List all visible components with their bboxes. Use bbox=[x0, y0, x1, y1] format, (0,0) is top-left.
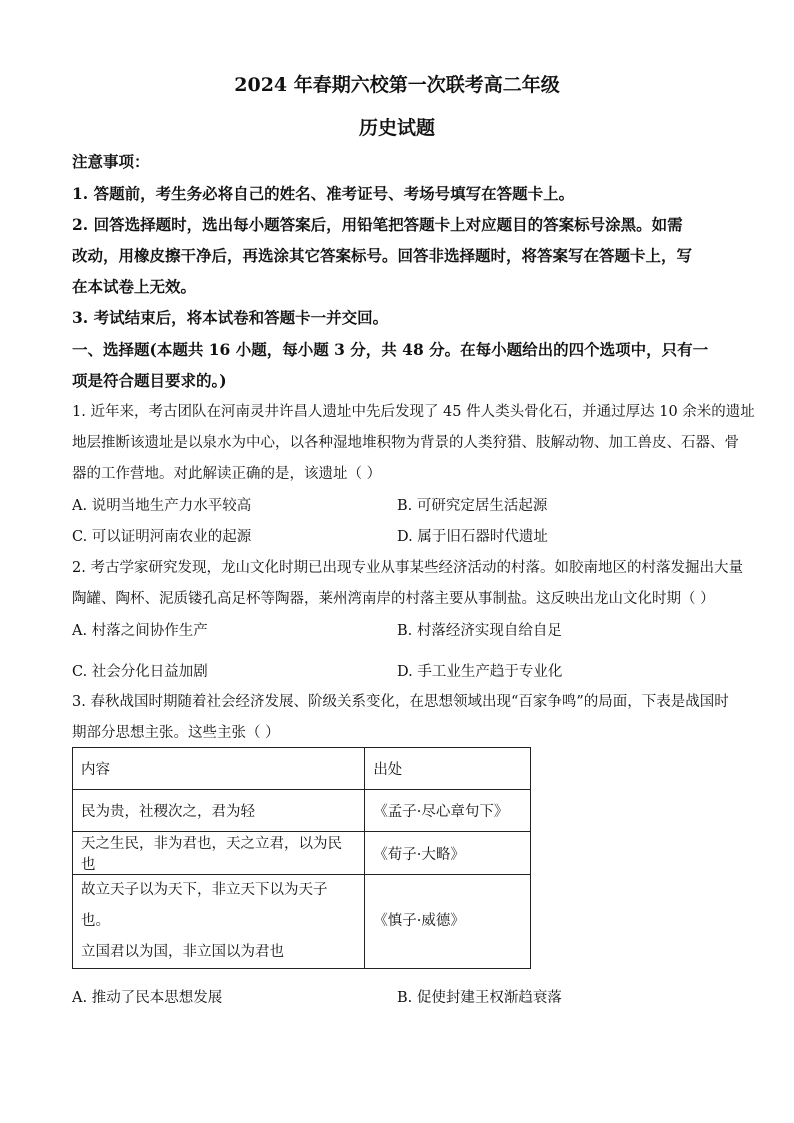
exam-title: 2024 年春期六校第一次联考高二年级 bbox=[234, 74, 560, 96]
table-header-source: 出处 bbox=[365, 748, 531, 790]
notice-item-2-line-3: 在本试卷上无效。 bbox=[72, 277, 197, 296]
q1-option-b: B. 可研究定居生活起源 bbox=[397, 498, 548, 514]
notice-item-2-line-2: 改动，用橡皮擦干净后，再选涂其它答案标号。回答非选择题时，将答案写在答题卡上，写 bbox=[72, 246, 693, 265]
section-1-heading-line-2: 项是符合题目要求的。) bbox=[72, 371, 227, 390]
q3-stem-line-1: 3. 春秋战国时期随着社会经济发展、阶级关系变化，在思想领域出现“百家争鸣”的局面，下表是战国时 bbox=[72, 694, 729, 710]
q3-stem-line-2: 期部分思想主张。这些主张（ ） bbox=[72, 725, 280, 741]
notice-item-2-line-1: 2. 回答选择题时，选出每小题答案后，用铅笔把答题卡上对应题目的答案标号涂黑。如需 bbox=[72, 215, 683, 234]
q3-option-a: A. 推动了民本思想发展 bbox=[72, 990, 223, 1006]
table-cell-content: 民为贵，社稷次之，君为轻 bbox=[73, 790, 365, 832]
q1-stem-line-3: 器的工作营地。对此解读正确的是，该遗址（ ） bbox=[72, 466, 382, 482]
q3-table bbox=[72, 747, 531, 969]
q1-option-a: A. 说明当地生产力水平较高 bbox=[72, 498, 252, 514]
table-row bbox=[73, 832, 531, 875]
notice-item-3: 3. 考试结束后，将本试卷和答题卡一并交回。 bbox=[72, 308, 389, 327]
q1-stem-line-2: 地层推断该遗址是以泉水为中心，以各种湿地堆积物为背景的人类狩猎、肢解动物、加工兽皮、石器、骨 bbox=[72, 435, 739, 451]
q3-option-b: B. 促使封建王权渐趋衰落 bbox=[397, 990, 562, 1006]
table-cell-content: 天之生民，非为君也，天之立君，以为民也 bbox=[73, 832, 365, 875]
q2-option-a: A. 村落之间协作生产 bbox=[72, 623, 208, 639]
table-cell-source: 《孟子·尽心章句下》 bbox=[365, 790, 531, 832]
table-cell-source: 《慎子·威德》 bbox=[365, 875, 531, 969]
q2-option-b: B. 村落经济实现自给自足 bbox=[397, 623, 562, 639]
q2-stem-line-2: 陶罐、陶杯、泥质镂孔高足杯等陶器，莱州湾南岸的村落主要从事制盐。这反映出龙山文化时期（ ） bbox=[72, 591, 715, 607]
table-cell-content bbox=[73, 875, 365, 969]
table-cell-source: 《荀子·大略》 bbox=[365, 832, 531, 875]
exam-subject: 历史试题 bbox=[358, 117, 435, 139]
q2-option-c: C. 社会分化日益加剧 bbox=[72, 664, 208, 680]
q2-stem-line-1: 2. 考古学家研究发现，龙山文化时期已出现专业从事某些经济活动的村落。如胶南地区的村落发掘出大量 bbox=[72, 560, 743, 576]
q1-option-c: C. 可以证明河南农业的起源 bbox=[72, 529, 252, 545]
table-header-content: 内容 bbox=[73, 748, 365, 790]
table-cell-content-line-2: 立国君以为国，非立国以为君也 bbox=[81, 944, 284, 960]
notice-item-1: 1. 答题前，考生务必将自己的姓名、准考证号、考场号填写在答题卡上。 bbox=[72, 184, 575, 203]
table-header-row bbox=[73, 748, 531, 790]
table-cell-content-line-1: 故立天子以为天下，非立天下以为天子也。 bbox=[81, 882, 328, 929]
q1-option-d: D. 属于旧石器时代遗址 bbox=[397, 529, 548, 545]
table-row bbox=[73, 790, 531, 832]
notice-heading: 注意事项： bbox=[72, 152, 150, 171]
section-1-heading-line-1: 一、选择题(本题共 16 小题，每小题 3 分，共 48 分。在每小题给出的四个选项中，只有一 bbox=[72, 340, 709, 359]
q1-stem-line-1: 1. 近年来，考古团队在河南灵井许昌人遗址中先后发现了 45 件人类头骨化石，并通过厚达 10 余米的遗址 bbox=[72, 404, 755, 420]
table-row bbox=[73, 875, 531, 969]
q2-option-d: D. 手工业生产趋于专业化 bbox=[397, 664, 563, 680]
